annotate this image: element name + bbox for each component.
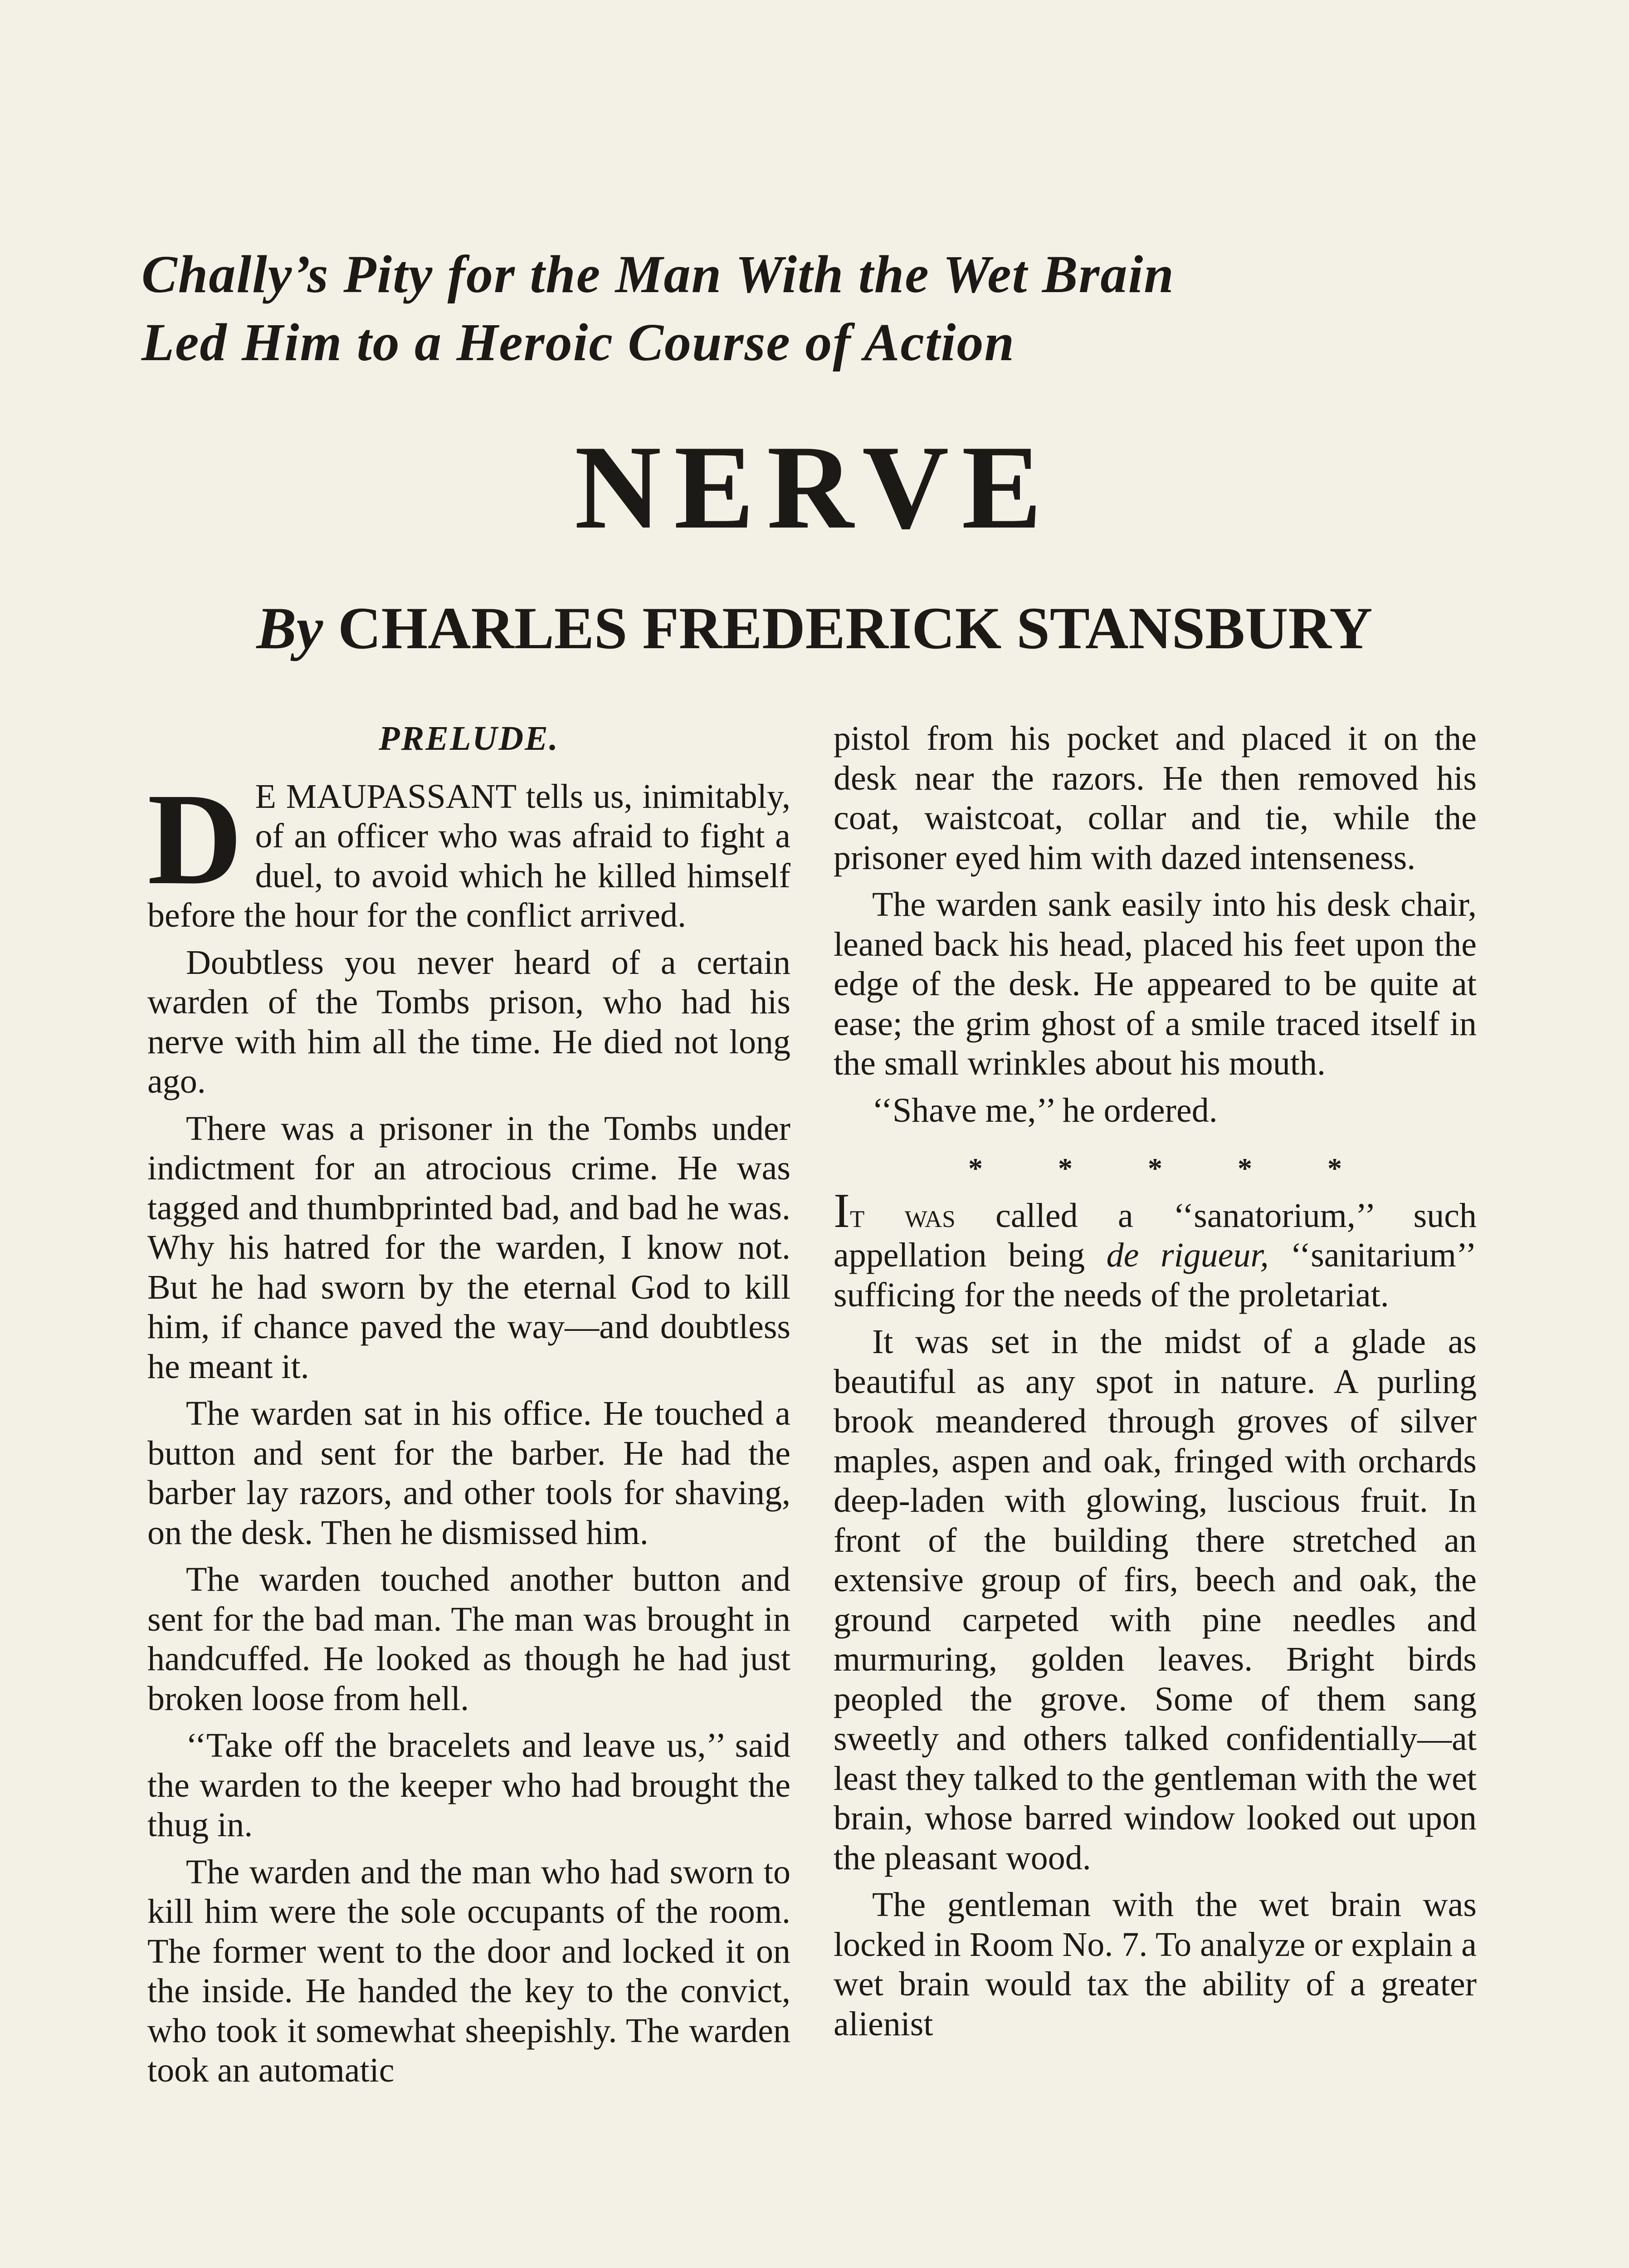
paragraph: The warden sank easily into his desk chair, leaned back his head, placed his feet upon the edge of the desk. He appeared to be quite at ease; the grim ghost of a smile traced itself in the small wrinkles about his mouth. [834,885,1477,1082]
byline-author: CHARLES FREDERICK STANSBURY [338,595,1373,661]
small-caps-lead: t was [849,1196,956,1235]
paragraph [834,1183,1477,1315]
paragraph: The warden and the man who had sworn to kill him were the sole occupants of the room. The former went to the door and locked it on the inside. He handed the key to the convict, who took it somewhat sheepishly. The warden took an automatic [147,1853,790,2089]
deck-line-2: Led Him to a Heroic Course of Action [141,313,1015,372]
article-deck [141,240,1502,376]
paragraph: It was set in the midst of a glade as beautiful as any spot in nature. A purling brook meandered through groves of silver maples, aspen and oak, fringed with orchards deep-laden with glowing, luscious fruit. In front of the building there stretched an extensive group of firs, beech and oak, the ground carpeted with pine needles and murmuring, golden leaves. Bright birds peopled the grove. Some of them sang sweetly and others talked confidentially—at least they talked to the gentleman with the wet brain, whose barred window looked out upon the pleasant wood. [834,1323,1477,1877]
byline-prefix: By [256,595,323,661]
paragraph: There was a prisoner in the Tombs under indictment for an atrocious crime. He was tagged and thumbprinted bad, and bad he was. Why his hatred for the warden, I know not. But he had sworn by the eternal God to kill him, if chance paved the way—and doubtless he meant it. [147,1109,790,1386]
paragraph: The warden touched another button and sent for the bad man. The man was brought in handcuffed. He looked as though he had just broken loose from hell. [147,1560,790,1718]
paragraph-text: ‘‘sanitarium’’ sufficing for the needs of the proletariat. [834,1236,1477,1314]
paragraph [147,766,790,936]
prelude-heading: PRELUDE. [379,719,559,758]
paragraph: pistol from his pocket and placed it on the desk near the razors. He then removed his coat, waistcoat, collar and tie, while the prisoner eyed him with dazed intenseness. [834,719,1477,877]
paragraph: The gentleman with the wet brain was locked in Room No. 7. To analyze or explain a wet brain would tax the ability of a greater alienist [834,1886,1477,2043]
left-column [147,719,790,2098]
paragraph: ‘‘Take off the bracelets and leave us,’’ said the warden to the keeper who had brought the thug in. [147,1726,790,1844]
paragraph: Doubtless you never heard of a certain warden of the Tombs prison, who had his nerve with him all the time. He died not long ago. [147,943,790,1100]
section-break: * * * * * [968,1152,1342,1184]
italic-phrase: de rigueur, [1106,1236,1269,1274]
drop-cap: D [147,766,243,912]
paragraph: The warden sat in his office. He touched a button and sent for the barber. He had the barber lay razors, and other tools for shaving, on the desk. Then he dismissed him. [147,1394,790,1552]
deck-line-1: Chally’s Pity for the Man With the Wet Brain [141,244,1175,304]
article-title: NERVE [574,421,1055,554]
paragraph-text: E MAUPASSANT tells us, inimitably, of an officer who was afraid to fight a duel, to avoid which he killed himself before the hour for the conflict arrived. [147,777,790,934]
paragraph-text: called a ‘‘sanatorium,’’ such appellation being [834,1196,1477,1274]
right-column [834,719,1477,2051]
initial-cap: I [834,1183,850,1238]
byline [0,590,1629,667]
paragraph: ‘‘Shave me,’’ he ordered. [872,1091,1218,1129]
